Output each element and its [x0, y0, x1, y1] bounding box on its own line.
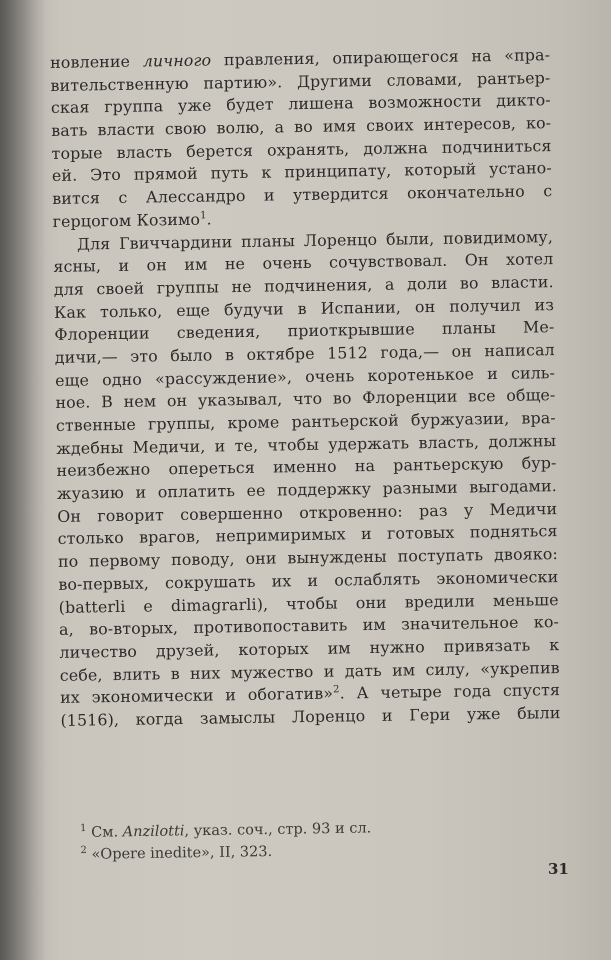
text-line: личество друзей, которых им нужно привязать к: [59, 634, 560, 662]
text-line: по первому поводу, они вынуждены поступать двояко:: [57, 544, 559, 572]
text-line: Для Гвиччардини планы Лоренцо были, повидимому,: [76, 226, 554, 254]
text-line: Флоренции сведения, приоткрывшие планы Ме-: [54, 317, 555, 345]
text-line: дичи,— это было в октябре 1512 года,— он написал: [54, 340, 555, 367]
text-line: торые власть берется охранять, должна подчиниться: [51, 135, 552, 163]
text-line: ей. Это прямой путь к принципату, который устано-: [51, 158, 553, 186]
text-line: неизбежно опереться именно на рантьерскую бур-: [56, 453, 557, 481]
text-line: ясны, и он им не очень сочувствовал. Он хотел: [53, 249, 554, 277]
text-line: себе, влить в них мужество и дать им силу, «укрепив: [59, 657, 560, 685]
footnote-ref: 1: [199, 210, 207, 222]
text-line: Он говорит совершенно откровенно: раз у Медичи: [57, 498, 558, 526]
text-line: вительственную партию». Другими словами, рантьер-: [50, 67, 551, 95]
text-line: новление личного правления, опирающегося на «пра-: [50, 45, 551, 72]
text-line: еще одно «рассуждение», очень коротенькое и силь-: [55, 362, 556, 390]
text-line: ственные группы, кроме рантьерской буржуазии, вра-: [55, 408, 556, 435]
text-line: во-первых, сокрушать их и ослаблять экономически: [58, 566, 559, 594]
text-line: для своей группы не подчинения, а доли во власти.: [53, 271, 554, 299]
text-line: а, во-вторых, противопоставить им значительное ко-: [58, 612, 560, 640]
footnotes: [80, 816, 441, 866]
text-line: Как только, еще будучи в Испании, он получил из: [53, 294, 555, 322]
footnote-ref: 2: [333, 684, 340, 696]
text-line: ждебны Медичи, и те, чтобы удержать власть, должны: [56, 430, 557, 458]
footnote-1: $^1$ См. Anzilotti, указ. соч., стр. 93 и сл.: [80, 820, 372, 841]
text-line: столько врагов, непримиримых и готовых подняться: [57, 521, 558, 549]
text-line: ская группа уже будет лишена возможности дикто-: [50, 90, 551, 118]
text-line: жуазию и оплатить ее поддержку разными выгодами.: [56, 476, 558, 504]
binding-shadow: [0, 0, 46, 960]
text-line: (batterli e dimagrarli), чтобы они вредили меньше: [58, 589, 559, 617]
text-line: их экономически и обогатив»$^2$. А четыре года спустя: [59, 680, 561, 708]
text-line: ное. В нем он указывал, что во Флоренции все обще-: [55, 385, 556, 413]
text-line: (1516), когда замыслы Лоренцо и Гери уже были: [60, 703, 561, 730]
text-line: герцогом Козимо$^1$.: [52, 209, 212, 231]
footnote-2: $^2$ «Opere inedite», II, 323.: [80, 843, 273, 863]
text-line: вится с Алессандро и утвердится окончательно с: [52, 181, 553, 209]
page-body: [50, 44, 561, 732]
text-line: вать власти свою волю, а во имя своих интересов, ко-: [51, 113, 552, 141]
page-number: 31: [548, 860, 569, 878]
